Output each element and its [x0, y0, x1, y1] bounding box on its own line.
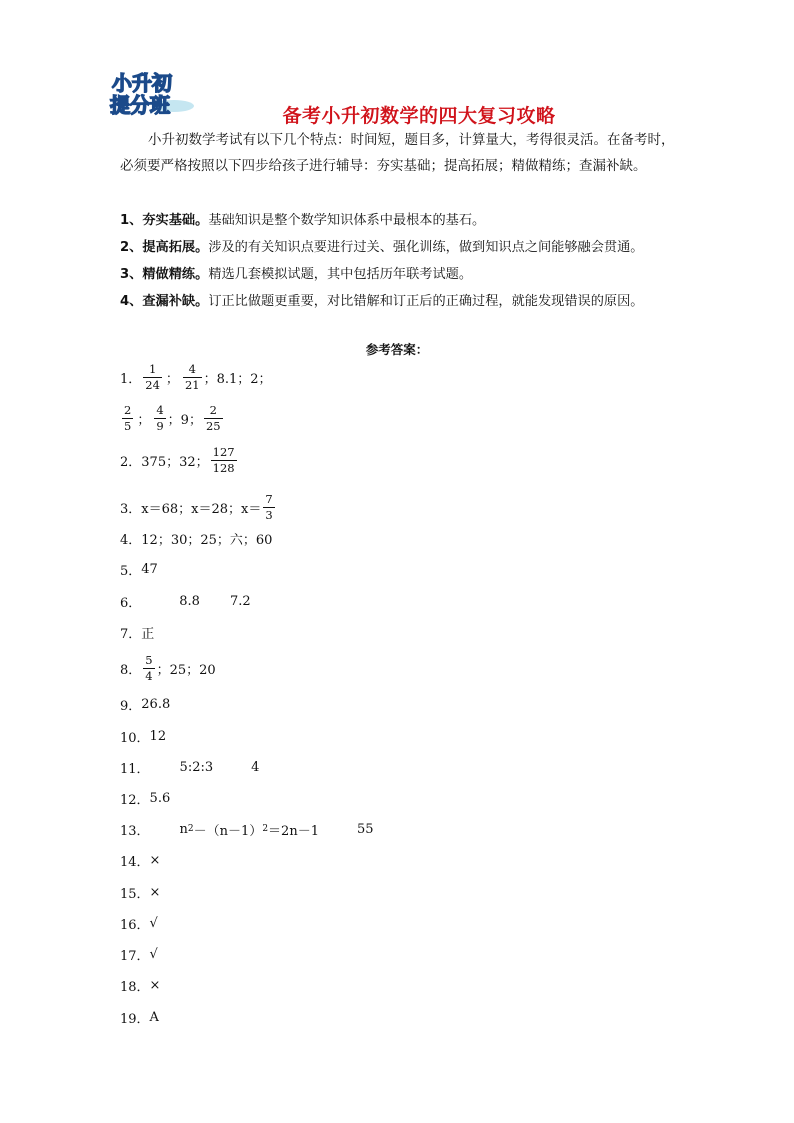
- tip-4: [120, 289, 680, 315]
- answer-11: 11． 5:2:3 4: [120, 759, 260, 777]
- fraction: $\frac{1}{24}$: [145, 361, 160, 392]
- tip-text: 涉及的有关知识点要进行过关、强化训练，做到知识点之间能够融会贯通。: [208, 240, 644, 255]
- fraction: $\frac{7}{3}$: [265, 491, 273, 522]
- tip-heading: 3、精做精练。: [120, 267, 209, 282]
- tip-2: [120, 235, 680, 261]
- tip-text: 基础知识是整个数学知识体系中最根本的基石。: [208, 213, 486, 228]
- answer-16: 16． √: [120, 915, 158, 933]
- answer-18: 18． ×: [120, 977, 161, 995]
- answer-12: 12． 5.6: [120, 790, 171, 808]
- answer-1: 1． $\frac{1}{24}$ ； $\frac{4}{21}$ ；8.1；2；: [120, 361, 272, 392]
- fraction: $\frac{4}{21}$: [184, 361, 200, 392]
- page-title: 备考小升初数学的四大复习攻略: [282, 105, 556, 127]
- answer-17: 17． √: [120, 946, 158, 964]
- answer-7: 7． 正: [120, 626, 155, 642]
- answer-10: 10． 12: [120, 728, 167, 746]
- tip-heading: 2、提高拓展。: [120, 240, 209, 255]
- answer-13: 13． n 2 －（n－1） 2 ＝2n－1 55: [120, 821, 374, 839]
- answers-title: 参考答案：: [365, 342, 429, 357]
- answer-4: 4． 12；30；25；六；60: [120, 532, 273, 548]
- fraction: $\frac{2}{25}$: [205, 402, 221, 433]
- answer-2: 2． 375；32； $\frac{127}{128}$: [120, 444, 235, 475]
- answer-19: 19． A: [120, 1009, 159, 1027]
- logo-line1: 小升初: [112, 71, 172, 95]
- answer-9: 9． 26.8: [120, 696, 171, 714]
- answer-6: 6． 8.8 7.2: [120, 593, 251, 611]
- answer-8: 8． $\frac{5}{4}$ ；25；20: [120, 652, 216, 683]
- fraction: $\frac{4}{9}$: [156, 402, 164, 433]
- answer-15: 15． ×: [120, 884, 161, 902]
- tip-1: [120, 208, 680, 234]
- fraction: $\frac{127}{128}$: [212, 444, 235, 475]
- answer-5: 5． 47: [120, 561, 158, 579]
- tip-text: 精选几套模拟试题，其中包括历年联考试题。: [208, 267, 473, 282]
- answer-14: 14． ×: [120, 852, 161, 870]
- tip-text: 订正比做题更重要，对比错解和订正后的正确过程，就能发现错误的原因。: [208, 294, 644, 309]
- answer-1-line2: $\frac{2}{5}$ ； $\frac{4}{9}$ ；9； $\frac{2}{25}$: [124, 402, 221, 433]
- fraction: $\frac{2}{5}$: [124, 402, 132, 433]
- tip-heading: 1、夯实基础。: [120, 213, 209, 228]
- intro-paragraph: 小升初数学考试有以下几个特点：时间短，题目多，计算量大，考得很灵活。在备考时，必须要严格按照以下四步给孩子进行辅导：夯实基础；提高拓展；精做精练；查漏补缺。: [120, 132, 675, 174]
- tip-heading: 4、查漏补缺。: [120, 294, 209, 309]
- answer-number: 1．: [120, 371, 142, 387]
- fraction: $\frac{5}{4}$: [145, 652, 153, 683]
- tip-3: [120, 262, 680, 288]
- logo-line2: 提分班: [110, 93, 170, 117]
- answer-3: 3． x＝68；x＝28；x＝ $\frac{7}{3}$: [120, 491, 273, 522]
